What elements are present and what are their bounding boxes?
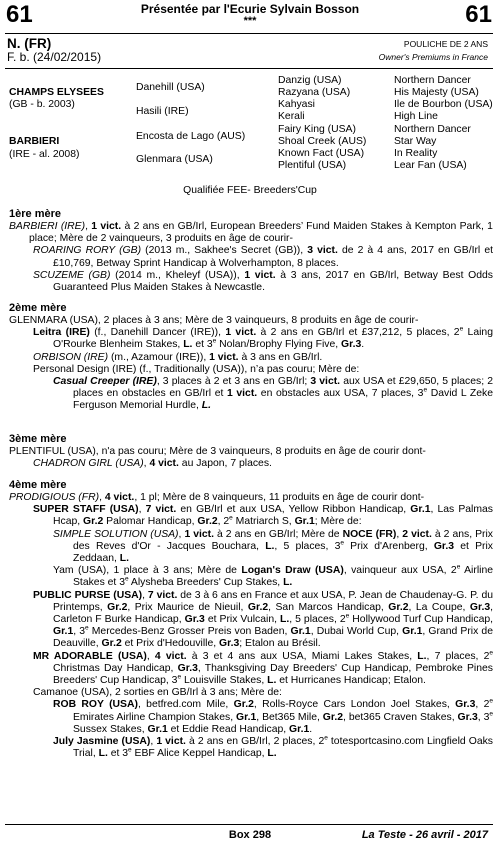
pedigree-rule xyxy=(5,68,493,69)
gen3-2: Razyana (USA) xyxy=(278,87,351,98)
gen4-2: His Majesty (USA) xyxy=(394,87,479,98)
gen3-5: Fairy King (USA) xyxy=(278,124,356,135)
gen3-7: Known Fact (USA) xyxy=(278,148,365,159)
lot-number-left: 61 xyxy=(6,1,33,28)
qualification: Qualifiée FEE- Breeders'Cup xyxy=(183,185,317,196)
sale-place-date: La Teste - 26 avril - 2017 xyxy=(361,829,488,841)
gen4-8: Lear Fan (USA) xyxy=(394,160,467,171)
gen3-8: Plentiful (USA) xyxy=(278,160,347,171)
gen3-4: Kerali xyxy=(278,111,305,122)
second-dam-text: GLENMARA (USA), 2 places à 3 ans; Mère de 3 vainqueurs, 8 produits en âge de courir- Leitra (IRE) (f., Danehill Dancer (IRE)), 1 vict. à 2 ans en GB/Irl et £37,212, 5 places, 2e Laing O'Rourke Blenheim Stakes, L. et 3e Nolan/Brophy Flying Five, Gr.3. ORBISON (IRE) (m., Azamour (IRE)), 1 vict. à 3 ans en GB/Irl. Personal Design (IRE) (f., Traditionally (USA)), n’a pas couru; Mère de: Casual Creeper (IRE), 3 places à 2 et 3 ans en GB/Irl; 3 vict. aux USA et £29,650, 5 places; 2 places en obstacles en GB/Irl et 1 vict. en obstacles aux USA, 7 places, 3e David L Zeke Ferguson Memorial Hurdle, L. xyxy=(9,315,494,412)
lot-number-right: 61 xyxy=(465,1,492,28)
dam-detail: (IRE - al. 2008) xyxy=(9,149,80,160)
section-3rd-dam: 3ème mère xyxy=(9,433,67,445)
gen3-3: Kahyasi xyxy=(278,99,315,110)
first-dam-text: BARBIERI (IRE), 1 vict. à 2 ans en GB/Irl, European Breeders’ Fund Maiden Stakes à Kempton Park, 1 place; Mère de 2 vainqueurs, 3 produits en âge de courir- ROARING RORY (GB) (2013 m., Sakhee's Secret (GB)), 3 vict. de 2 à 4 ans, 2017 en GB/Irl et £10,769, Betway Sprint Handicap à Wolverhampton, 8 places. SCUZEME (GB) (2014 m., Kheleyf (USA)), 1 vict. à 3 ans, 2017 en GB/Irl, Betway Best Odds Guaranteed Plus Maiden Stakes à Newcastle. xyxy=(9,221,493,294)
gen4-1: Northern Dancer xyxy=(394,75,471,86)
third-dam-text: PLENTIFUL (USA), n'a pas couru; Mère de 3 vainqueurs, 8 produits en âge de courir dont- CHADRON GIRL (USA), 4 vict. au Japon, 7 places. xyxy=(9,446,426,470)
owner-premiums: Owner's Premiums in France xyxy=(378,52,488,62)
gen2-1: Danehill (USA) xyxy=(136,82,205,93)
stars: *** xyxy=(243,15,257,27)
gen4-4: High Line xyxy=(394,111,438,122)
gen4-3: Ile de Bourbon (USA) xyxy=(394,99,493,110)
sire-detail: (GB - b. 2003) xyxy=(9,99,75,110)
fourth-dam-text: PRODIGIOUS (FR), 4 vict., 1 pl; Mère de 8 vainqueurs, 11 produits en âge de courir dont- SUPER STAFF (USA), 7 vict. en GB/Irl et aux USA, Yellow Ribbon Handicap, Gr.1, Las Palmas Hcap, Gr.2 Palomar Handicap, Gr.2, 2e Matriarch S, Gr.1; Mère de: SIMPLE SOLUTION (USA), 1 vict. à 2 ans en GB/Irl; Mère de NOCE (FR), 2 vict. à 2 ans, Prix des Reves d'Or - Jacques Bouchara, L., 5 places, 3e Prix d'Arenberg, Gr.3 et Prix Zeddaan, L. Yam (USA), 1 place à 3 ans; Mère de Logan's Draw (USA), vainqueur aux USA, 2e Airline Stakes et 3e Alysheba Breeders' Cup Stakes, L. PUBLIC PURSE (USA), 7 vict. de 3 à 6 ans en France et aux USA, P. Jean de Chaudenay-G. P. du Printemps, Gr.2, Prix Maurice de Nieuil, Gr.2, San Marcos Handicap, Gr.2, La Coupe, Gr.3, Carleton F Burke Handicap, Gr.3 et Prix Vulcain, L., 5 places, 2e Hollywood Turf Cup Handicap, Gr.1, 3e Mercedes-Benz Grosser Preis von Baden, Gr.1, Dubai World Cup, Gr.1, Grand Prix de Deauville, Gr.2 et Prix d'Hedouville, Gr.3; Etalon au Brésil. MR ADORABLE (USA), 4 vict. à 3 et 4 ans aux USA, Miami Lakes Stakes, L., 7 places, 2e Christmas Day Handicap, Gr.3, Thanksgiving Day Breeders' Cup Handicap, Pembroke Pines Breeders' Cup Handicap, 3e Louisville Stakes, L. et Hurricanes Handicap; Etalon. Camanoe (USA), 2 sorties en GB/Irl à 3 ans; Mère de: ROB ROY (USA), betfred.com Mile, Gr.2, Rolls-Royce Cars London Joel Stakes, Gr.3, 2e Emirates Airline Champion Stakes, Gr.1, Bet365 Mile, Gr.2, bet365 Craven Stakes, Gr.3, 3e Sussex Stakes, Gr.1 et Eddie Read Handicap, Gr.1. July Jasmine (USA), 1 vict. à 2 ans en GB/Irl, 2 places, 2e totesportcasino.com Lingfield Oaks Trial, L. et 3e EBF Alice Keppel Handicap, L. xyxy=(9,492,494,760)
gen4-7: In Reality xyxy=(394,148,438,159)
gen4-5: Northern Dancer xyxy=(394,124,471,135)
gen2-3: Encosta de Lago (AUS) xyxy=(136,131,246,142)
gen2-2: Hasili (IRE) xyxy=(136,106,189,117)
box-number: Box 298 xyxy=(228,829,272,841)
gen3-1: Danzig (USA) xyxy=(278,75,342,86)
dam-name: BARBIERI xyxy=(9,136,60,147)
section-4th-dam: 4ème mère xyxy=(9,479,67,491)
horse-dob: F. b. (24/02/2015) xyxy=(7,50,102,64)
header-rule xyxy=(5,33,493,34)
presenter: Présentée par l'Ecurie Sylvain Bosson xyxy=(140,2,360,16)
section-1st-dam: 1ère mère xyxy=(9,208,61,220)
footer-rule xyxy=(5,824,493,825)
section-2nd-dam: 2ème mère xyxy=(9,302,67,314)
gen3-6: Shoal Creek (AUS) xyxy=(278,136,367,147)
horse-name: N. (FR) xyxy=(7,36,52,51)
gen2-4: Glenmara (USA) xyxy=(136,154,213,165)
sire-name: CHAMPS ELYSEES xyxy=(9,87,104,98)
sex-age: POULICHE DE 2 ANS xyxy=(403,39,488,49)
gen4-6: Star Way xyxy=(394,136,437,147)
